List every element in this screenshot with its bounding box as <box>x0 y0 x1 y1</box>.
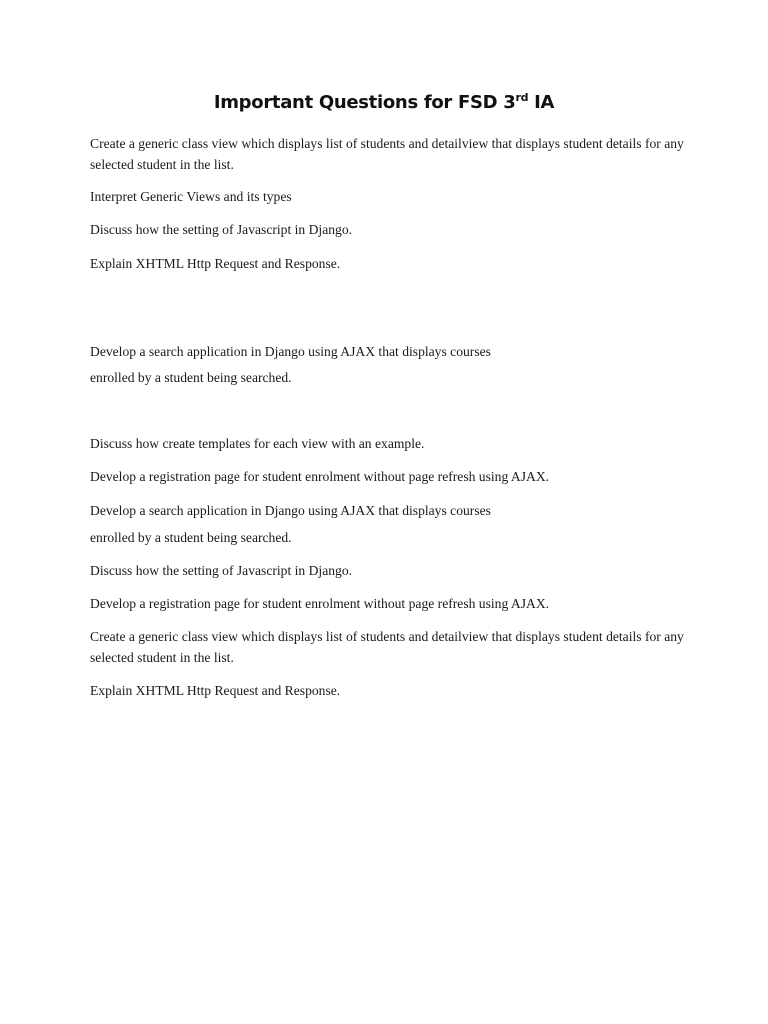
title-superscript: rd <box>515 91 529 104</box>
question-paragraph: Create a generic class view which displays list of students and detailview that displays student details for any selected student in the list. <box>90 136 684 172</box>
document-title <box>0 92 768 113</box>
title-prefix: Important Questions for FSD 3 <box>213 92 516 113</box>
question-paragraph: Discuss how the setting of Javascript in Django. <box>90 222 353 237</box>
question-paragraph: enrolled by a student being searched. <box>90 530 292 545</box>
question-paragraph: Develop a search application in Django using AJAX that displays courses <box>90 344 491 359</box>
question-paragraph: Explain XHTML Http Request and Response. <box>90 256 341 271</box>
question-paragraph: Explain XHTML Http Request and Response. <box>90 683 341 698</box>
title-suffix: IA <box>528 92 555 113</box>
question-paragraph: Interpret Generic Views and its types <box>90 189 292 204</box>
question-paragraph: Discuss how create templates for each view with an example. <box>90 436 425 451</box>
question-paragraph: Develop a registration page for student enrolment without page refresh using AJAX. <box>90 596 550 611</box>
question-paragraph: enrolled by a student being searched. <box>90 370 292 385</box>
question-paragraph: Discuss how the setting of Javascript in Django. <box>90 563 353 578</box>
question-paragraph: Develop a registration page for student enrolment without page refresh using AJAX. <box>90 469 550 484</box>
question-paragraph: Create a generic class view which displays list of students and detailview that displays student details for any selected student in the list. <box>90 629 684 665</box>
question-paragraph: Develop a search application in Django using AJAX that displays courses <box>90 503 491 518</box>
